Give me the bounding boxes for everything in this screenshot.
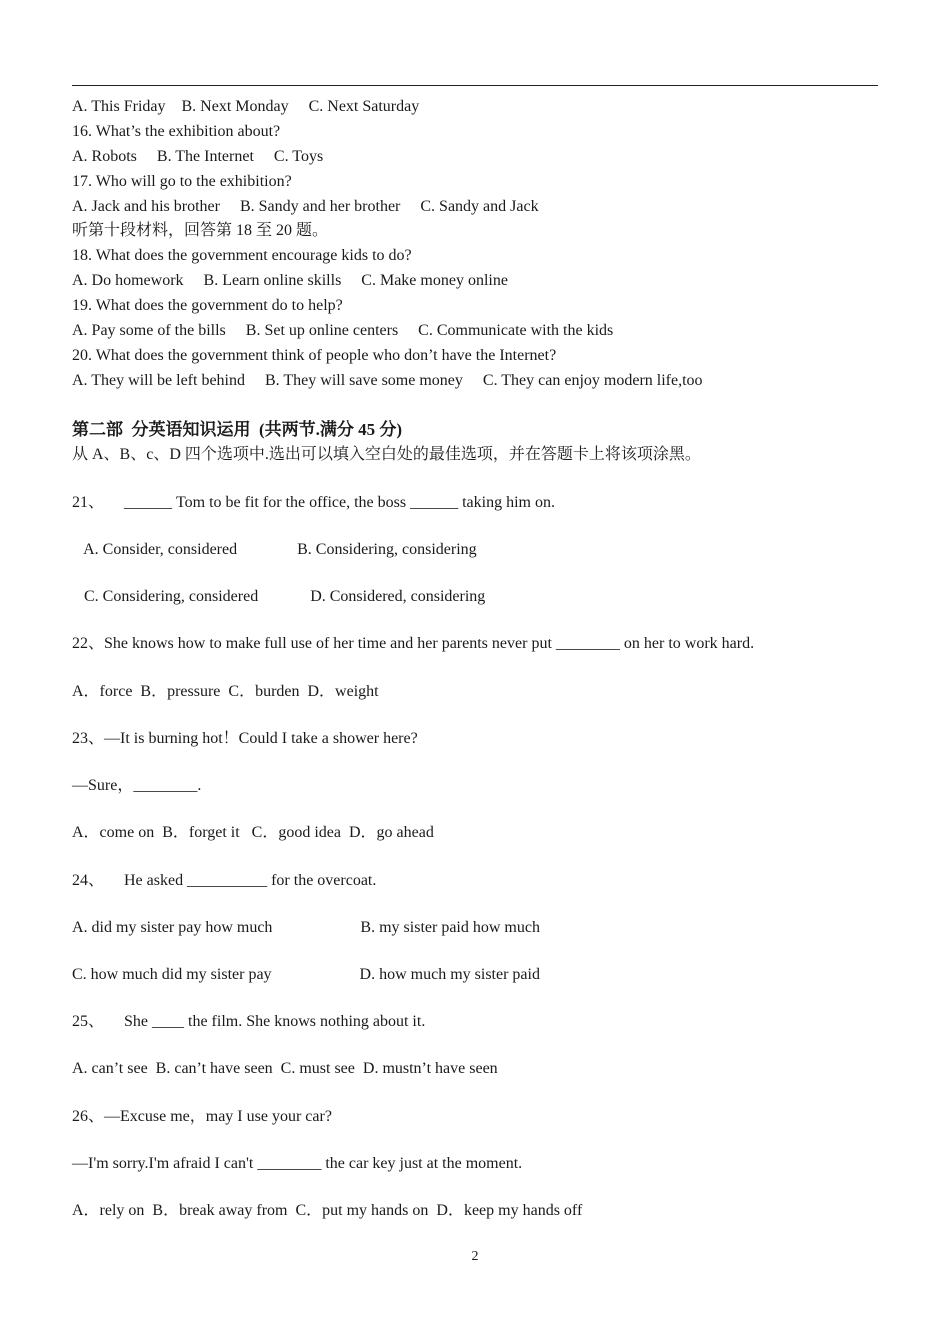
- q23-options: A．come on B．forget it C．good idea D．go ahead: [72, 824, 434, 841]
- q19-question: 19. What does the government do to help?: [72, 297, 343, 314]
- q18-options: A. Do homework B. Learn online skills C. Make money online: [72, 272, 508, 289]
- q21-question: 21、 ______ Tom to be fit for the office, the boss ______ taking him on.: [72, 494, 555, 511]
- q22-question: 22、She knows how to make full use of her time and her parents never put ________ on her to work hard.: [72, 635, 755, 652]
- q23-question: 23、—It is burning hot！Could I take a shower here?: [72, 730, 418, 747]
- q26-reply: —I'm sorry.I'm afraid I can't ________ the car key just at the moment.: [72, 1155, 523, 1172]
- q25-options: A. can’t see B. can’t have seen C. must see D. mustn’t have seen: [72, 1060, 498, 1077]
- q24-question: 24、 He asked __________ for the overcoat.: [72, 872, 377, 889]
- section-10-instruction: 听第十段材料，回答第 18 至 20 题。: [72, 222, 329, 239]
- q24-options-cd: C. how much did my sister pay D. how much my sister paid: [72, 966, 540, 983]
- q24-options-ab: A. did my sister pay how much B. my sister paid how much: [72, 919, 540, 936]
- q22-options: A．force B．pressure C．burden D．weight: [72, 683, 379, 700]
- q25-question: 25、 She ____ the film. She knows nothing about it.: [72, 1013, 426, 1030]
- q21-options-ab: A. Consider, considered B. Considering, considering: [72, 541, 477, 558]
- q20-options: A. They will be left behind B. They will save some money C. They can enjoy modern life,too: [72, 372, 703, 389]
- q17-options: A. Jack and his brother B. Sandy and her brother C. Sandy and Jack: [72, 198, 539, 215]
- q17-question: 17. Who will go to the exhibition?: [72, 173, 292, 190]
- q15-options: A. This Friday B. Next Monday C. Next Saturday: [72, 98, 420, 115]
- part2-heading: 第二部 分英语知识运用 (共两节.满分 45 分): [72, 420, 403, 439]
- part2-instruction: 从 A、B、c、D 四个选项中.选出可以填入空白处的最佳选项，并在答题卡上将该项涂黑。: [72, 446, 701, 463]
- q16-question: 16. What’s the exhibition about?: [72, 123, 281, 140]
- q16-options: A. Robots B. The Internet C. Toys: [72, 148, 324, 165]
- q26-question: 26、—Excuse me，may I use your car?: [72, 1108, 332, 1125]
- q18-question: 18. What does the government encourage kids to do?: [72, 247, 412, 264]
- q21-options-cd: C. Considering, considered D. Considered, considering: [72, 588, 486, 605]
- q23-reply: —Sure，________.: [72, 777, 202, 794]
- header-rule: [72, 85, 878, 86]
- q26-options: A．rely on B．break away from C．put my hands on D．keep my hands off: [72, 1202, 583, 1219]
- q19-options: A. Pay some of the bills B. Set up online centers C. Communicate with the kids: [72, 322, 614, 339]
- q20-question: 20. What does the government think of people who don’t have the Internet?: [72, 347, 557, 364]
- page-number: 2: [471, 1249, 479, 1264]
